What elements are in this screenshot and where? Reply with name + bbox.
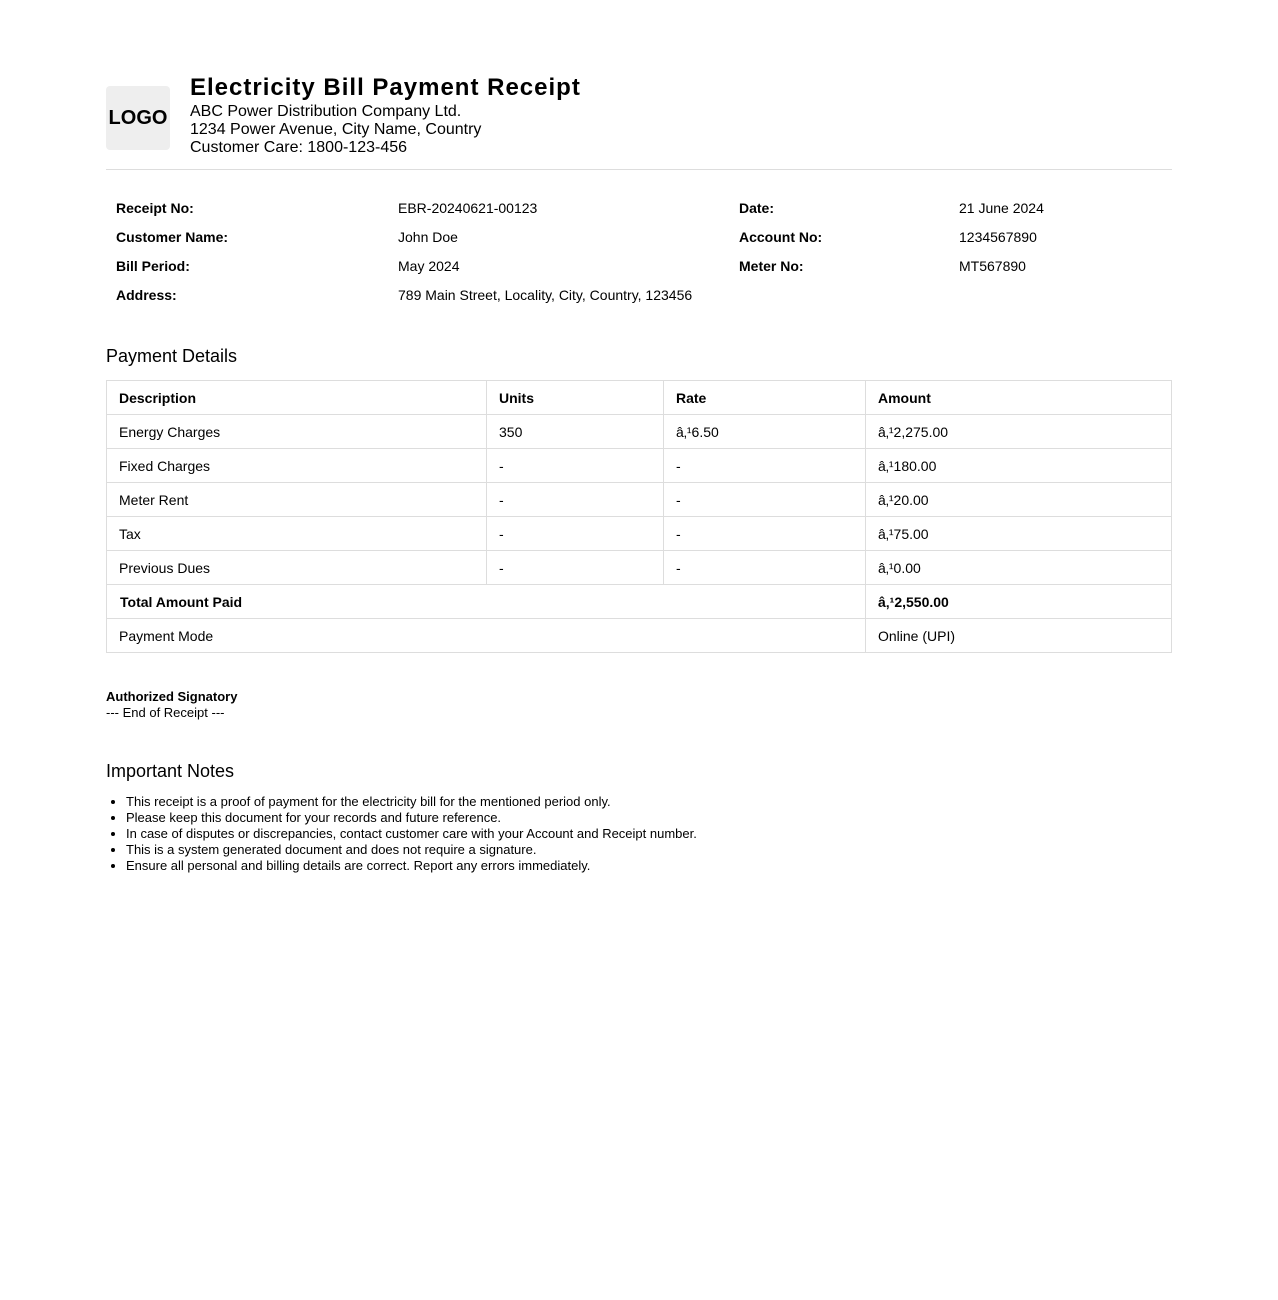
payment-mode-label: Payment Mode	[107, 619, 866, 653]
end-of-receipt: --- End of Receipt ---	[106, 705, 225, 720]
table-row	[107, 449, 1172, 483]
row-rate: -	[664, 517, 866, 551]
signatory-block	[106, 689, 1172, 721]
list-item: • Please keep this document for your records and future reference.	[126, 810, 1172, 826]
payment-mode-row	[107, 619, 1172, 653]
header-amount: Amount	[866, 381, 1172, 415]
payment-details-table	[106, 380, 1172, 653]
info-row	[106, 252, 1172, 281]
page-title: Electricity Bill Payment Receipt	[190, 74, 581, 101]
row-units: -	[487, 449, 664, 483]
date-value: 21 June 2024	[959, 200, 1044, 216]
table-row	[107, 551, 1172, 585]
list-item: • Ensure all personal and billing details are correct. Report any errors immediately.	[126, 858, 1172, 874]
header-units: Units	[487, 381, 664, 415]
list-item: • This is a system generated document and does not require a signature.	[126, 842, 1172, 858]
info-row	[106, 223, 1172, 252]
list-item: • This receipt is a proof of payment for the electricity bill for the mentioned period only.	[126, 794, 1172, 810]
important-notes-list	[106, 794, 1172, 874]
row-rate: -	[664, 449, 866, 483]
info-row	[106, 281, 1172, 310]
row-units: -	[487, 483, 664, 517]
table-row	[107, 517, 1172, 551]
customer-name-label: Customer Name:	[116, 229, 229, 245]
date-label: Date:	[739, 200, 775, 216]
table-header-row	[107, 381, 1172, 415]
meter-no-label: Meter No:	[739, 258, 804, 274]
header-description: Description	[107, 381, 487, 415]
row-description: Previous Dues	[107, 551, 487, 585]
table-row	[107, 415, 1172, 449]
customer-name-value: John Doe	[398, 229, 458, 245]
company-name: ABC Power Distribution Company Ltd.	[190, 103, 462, 120]
header-rate: Rate	[664, 381, 866, 415]
row-units: -	[487, 517, 664, 551]
total-row	[107, 585, 1172, 619]
receipt-no-label: Receipt No:	[116, 200, 194, 216]
important-notes-title: Important Notes	[106, 761, 235, 781]
info-row	[106, 194, 1172, 223]
row-amount: â‚¹20.00	[866, 483, 1172, 517]
row-rate: -	[664, 551, 866, 585]
total-amount: â‚¹2,550.00	[866, 585, 1172, 619]
company-logo: LOGO	[106, 86, 170, 150]
account-no-value: 1234567890	[959, 229, 1037, 245]
payment-details-title: Payment Details	[106, 346, 238, 366]
table-row	[107, 483, 1172, 517]
payment-mode-value: Online (UPI)	[866, 619, 1172, 653]
row-units: -	[487, 551, 664, 585]
row-description: Meter Rent	[107, 483, 487, 517]
total-label: Total Amount Paid	[107, 585, 866, 619]
receipt-info-table	[106, 194, 1172, 310]
company-address: 1234 Power Avenue, City Name, Country	[190, 121, 482, 138]
row-rate: -	[664, 483, 866, 517]
row-amount: â‚¹0.00	[866, 551, 1172, 585]
bill-period-label: Bill Period:	[116, 258, 190, 274]
header-text	[190, 73, 581, 157]
account-no-label: Account No:	[739, 229, 823, 245]
row-description: Tax	[107, 517, 487, 551]
row-units: 350	[487, 415, 664, 449]
meter-no-value: MT567890	[959, 258, 1026, 274]
bill-period-value: May 2024	[398, 258, 460, 274]
row-description: Fixed Charges	[107, 449, 487, 483]
row-description: Energy Charges	[107, 415, 487, 449]
customer-care: Customer Care: 1800-123-456	[190, 139, 408, 156]
receipt-header	[106, 73, 1172, 170]
row-rate: â‚¹6.50	[664, 415, 866, 449]
address-label: Address:	[116, 287, 177, 303]
row-amount: â‚¹75.00	[866, 517, 1172, 551]
receipt-page	[106, 0, 1172, 874]
row-amount: â‚¹2,275.00	[866, 415, 1172, 449]
list-item: • In case of disputes or discrepancies, contact customer care with your Account and Receipt number.	[126, 826, 1172, 842]
authorized-signatory: Authorized Signatory	[106, 689, 238, 704]
receipt-no-value: EBR-20240621-00123	[398, 200, 538, 216]
row-amount: â‚¹180.00	[866, 449, 1172, 483]
address-value: 789 Main Street, Locality, City, Country, 123456	[398, 287, 693, 303]
